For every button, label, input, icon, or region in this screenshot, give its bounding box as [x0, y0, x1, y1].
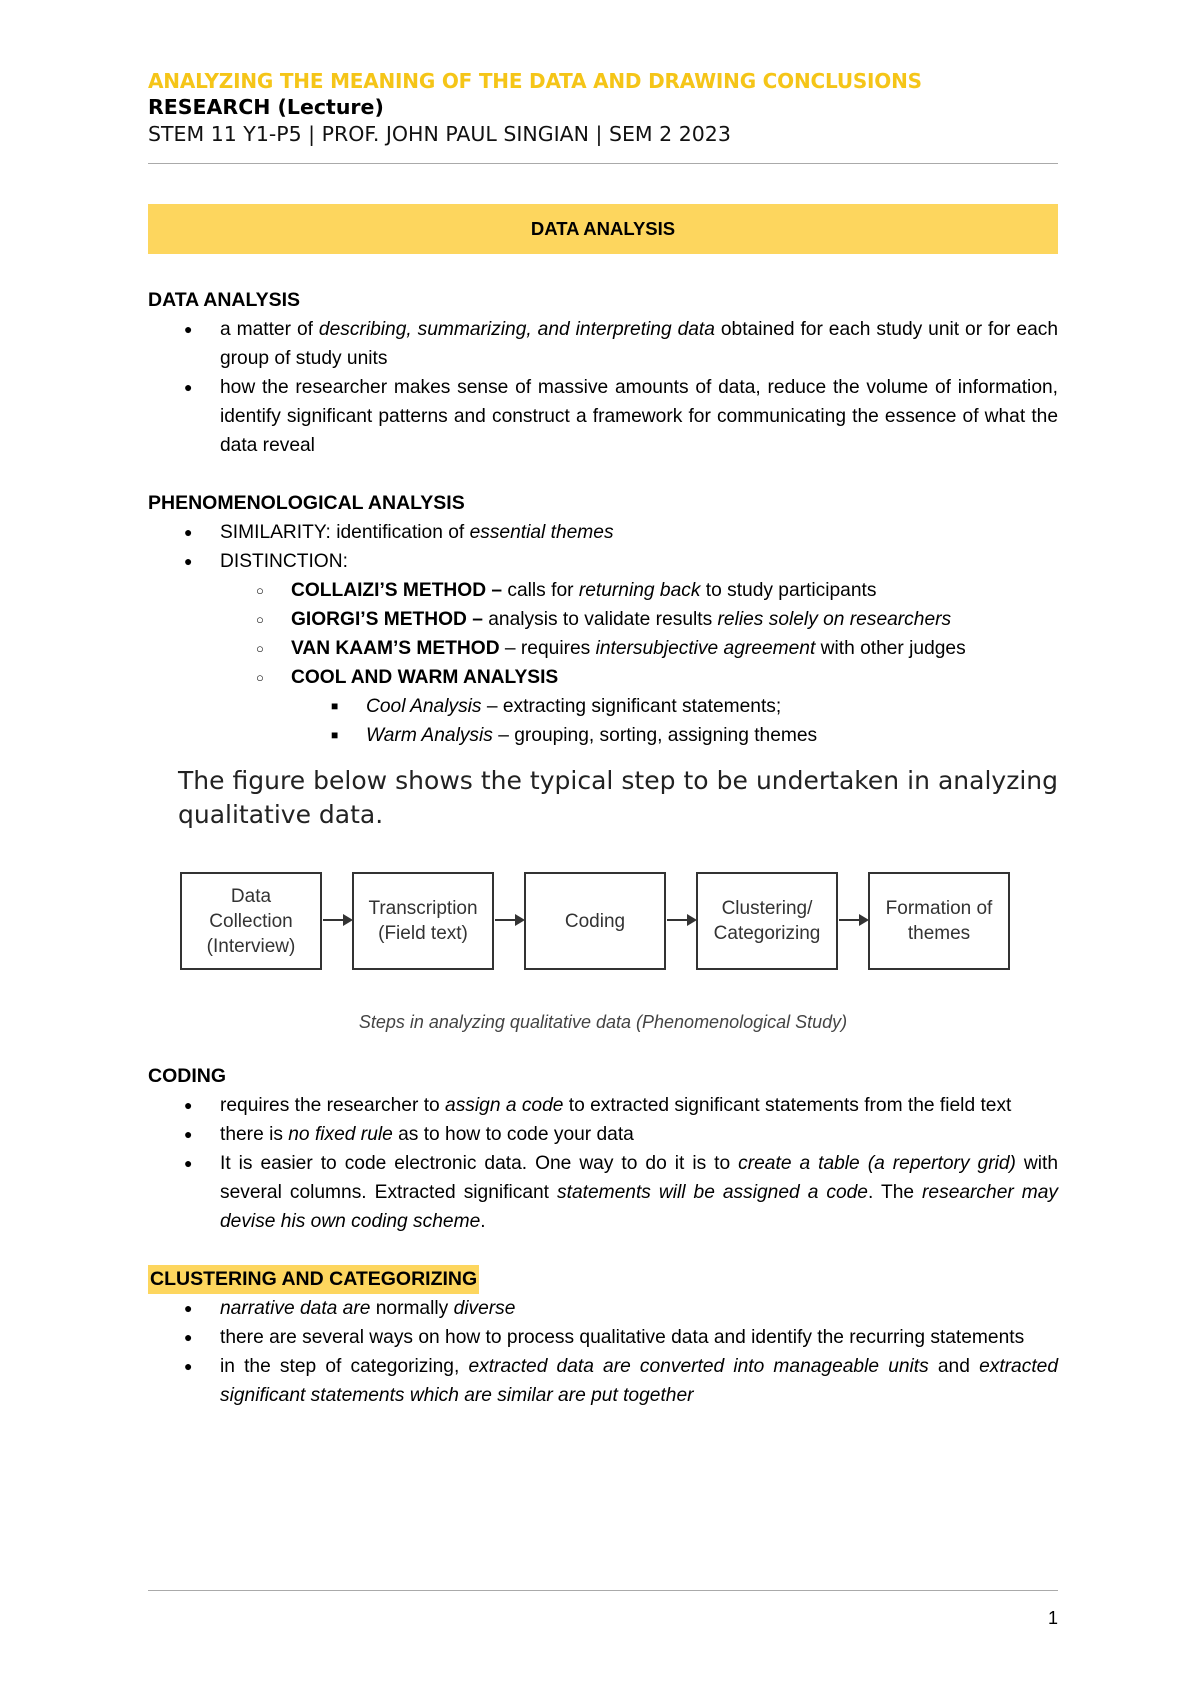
list-item: ● a matter of describing, summarizing, and interpreting data obtained for each study unit or for each group of study units: [148, 315, 1058, 373]
page-number: 1: [1047, 1608, 1058, 1628]
arrow-icon: [667, 919, 695, 921]
section-banner: DATA ANALYSIS: [148, 204, 1058, 254]
main-content: [148, 286, 1058, 1410]
step-data-collection: Data Collection (Interview): [180, 872, 322, 970]
method-item: ○ COOL AND WARM ANALYSIS: [148, 663, 1058, 692]
list-item: ● requires the researcher to assign a code to extracted significant statements from the field text: [148, 1091, 1058, 1120]
list-item: ● It is easier to code electronic data. One way to do it is to create a table (a repertory grid) with several columns. Extracted significant statements will be assigned a code. The researcher may devise his own coding scheme.: [148, 1149, 1058, 1236]
heading-coding: CODING: [148, 1065, 226, 1087]
course-meta: STEM 11 Y1-P5 | PROF. JOHN PAUL SINGIAN | SEM 2 2023: [148, 122, 731, 146]
list-item: ● narrative data are normally diverse: [148, 1294, 1058, 1323]
list-item: ● DISTINCTION:: [148, 547, 1058, 576]
process-flow-diagram: [148, 872, 1058, 1062]
highlighted-heading: CLUSTERING AND CATEGORIZING: [148, 1265, 479, 1294]
list-item: ● there is no fixed rule as to how to code your data: [148, 1120, 1058, 1149]
arrow-icon: [839, 919, 867, 921]
step-clustering: Clustering/ Categorizing: [696, 872, 838, 970]
page-header: [148, 68, 1058, 148]
distinction-sublist: [148, 576, 1058, 692]
data-analysis-list: [148, 315, 1058, 460]
list-item: ● there are several ways on how to process qualitative data and identify the recurring statements: [148, 1323, 1058, 1352]
list-item: ■ Cool Analysis – extracting significant statements;: [148, 692, 1058, 721]
phenomenological-list: [148, 518, 1058, 576]
method-item: ○ GIORGI’S METHOD – analysis to validate results relies solely on researchers: [148, 605, 1058, 634]
list-item: ● how the researcher makes sense of massive amounts of data, reduce the volume of information, identify significant patterns and construct a framework for communicating the essence of what the data reveal: [148, 373, 1058, 460]
cool-warm-sublist: [148, 692, 1058, 750]
coding-list: [148, 1091, 1058, 1236]
heading-data-analysis: DATA ANALYSIS: [148, 289, 301, 311]
clustering-list: [148, 1294, 1058, 1410]
arrow-icon: [495, 919, 523, 921]
header-divider: [148, 163, 1058, 164]
arrow-icon: [323, 919, 351, 921]
document-title: ANALYZING THE MEANING OF THE DATA AND DRAWING CONCLUSIONS: [148, 69, 922, 93]
list-item: ● SIMILARITY: identification of essential themes: [148, 518, 1058, 547]
step-coding: Coding: [524, 872, 666, 970]
footer-divider: [148, 1590, 1058, 1591]
step-transcription: Transcription (Field text): [352, 872, 494, 970]
figure-intro-text: The figure below shows the typical step to be undertaken in analyzing qualitative data.: [178, 766, 1058, 829]
method-item: ○ VAN KAAM’S METHOD – requires intersubjective agreement with other judges: [148, 634, 1058, 663]
heading-phenomenological-analysis: PHENOMENOLOGICAL ANALYSIS: [148, 492, 465, 514]
course-title: RESEARCH (Lecture): [148, 95, 384, 119]
list-item: ● in the step of categorizing, extracted data are converted into manageable units and extracted significant statements which are similar are put together: [148, 1352, 1058, 1410]
step-formation-of-themes: Formation of themes: [868, 872, 1010, 970]
heading-clustering: [148, 1265, 1058, 1294]
method-item: ○ COLLAIZI’S METHOD – calls for returning back to study participants: [148, 576, 1058, 605]
figure-caption: Steps in analyzing qualitative data (Phenomenological Study): [358, 1012, 848, 1032]
list-item: ■ Warm Analysis – grouping, sorting, assigning themes: [148, 721, 1058, 750]
